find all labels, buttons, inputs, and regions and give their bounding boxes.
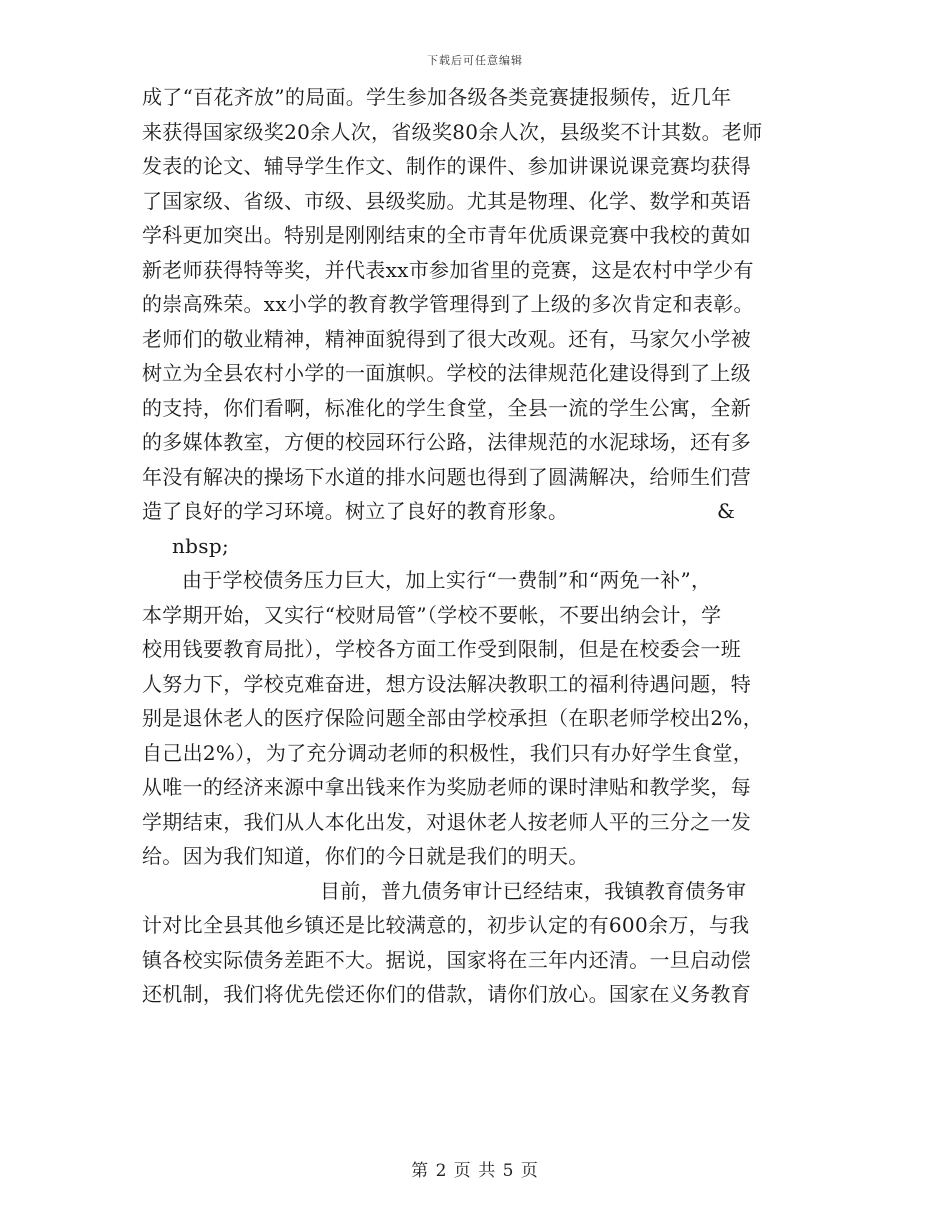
text-line: 校用钱要教育局批），学校各方面工作受到限制，但是在校委会一班 (142, 637, 741, 661)
paragraph-start: 由于学校债务压力巨大，加上实行“一费制”和“两免一补”， (182, 568, 712, 592)
text-line: 树立为全县农村小学的一面旗帜。学校的法律规范化建设得到了上级 (142, 361, 751, 385)
text-line: 的崇高殊荣。xx小学的教育教学管理得到了上级的多次肯定和表彰。 (142, 292, 754, 316)
html-entity-fragment: & (717, 499, 736, 523)
text-line (142, 494, 812, 529)
text-line: 来获得国家级奖20余人次，省级奖80余人次，县级奖不计其数。老师 (142, 119, 763, 144)
text-line: 的支持，你们看啊，标准化的学生食堂，全县一流的学生公寓，全新 (142, 395, 751, 420)
text-line: 新老师获得特等奖，并代表xx市参加省里的竞赛，这是农村中学少有 (142, 257, 754, 282)
text-line: 老师们的敬业精神，精神面貌得到了很大改观。还有，马家欠小学被 (142, 326, 751, 351)
text-line: 年没有解决的操场下水道的排水问题也得到了圆满解决，给师生们营 (142, 464, 751, 489)
text-line: 本学期开始，又实行“校财局管”（学校不要帐，不要出纳会计，学 (142, 602, 722, 627)
text-line: 镇各校实际债务差距不大。据说，国家将在三年内还清。一旦启动偿 (142, 947, 751, 972)
page-header: 下载后可任意编辑 (427, 54, 523, 67)
text-line: 自己出2%），为了充分调动老师的积极性，我们只有办好学生食堂， (142, 740, 754, 765)
text-line: 别是退休老人的医疗保险问题全部由学校承担（在职老师学校出2%， (142, 706, 764, 730)
text-line: 还机制，我们将优先偿还你们的借款，请你们放心。国家在义务教育 (142, 982, 751, 1006)
text-line: 了国家级、省级、市级、县级奖励。尤其是物理、化学、数学和英语 (142, 188, 751, 213)
page-footer: 第 2 页 共 5 页 (411, 1161, 539, 1181)
text-line: 学期结束，我们从人本化出发，对退休老人按老师人平的三分之一发 (142, 809, 751, 834)
text-line: 计对比全县其他乡镇还是比较满意的，初步认定的有600余万，与我 (142, 913, 750, 937)
text-line: 的多媒体教室，方便的校园环行公路，法律规范的水泥球场，还有多 (142, 430, 751, 454)
document-body (142, 80, 812, 1012)
text-line: 从唯一的经济来源中拿出钱来作为奖励老师的课时津贴和教学奖，每 (142, 775, 751, 799)
text-line: 给。因为我们知道，你们的今日就是我们的明天。 (142, 844, 589, 868)
text-line: nbsp; (172, 533, 229, 558)
text-line-main: 造了良好的学习环境。树立了良好的教育形象。 (142, 499, 569, 523)
text-line: 人努力下，学校克难奋进，想方设法解决教职工的福利待遇问题，特 (142, 671, 751, 696)
paragraph-start: 目前，普九债务审计已经结束，我镇教育债务审 (320, 878, 747, 903)
text-line: 发表的论文、辅导学生作文、制作的课件、参加讲课说课竞赛均获得 (142, 154, 751, 178)
text-line: 成了“百花齐放”的局面。学生参加各级各类竞赛捷报频传，近几年 (142, 85, 732, 109)
text-line: 学科更加突出。特别是刚刚结束的全市青年优质课竞赛中我校的黄如 (142, 223, 751, 247)
